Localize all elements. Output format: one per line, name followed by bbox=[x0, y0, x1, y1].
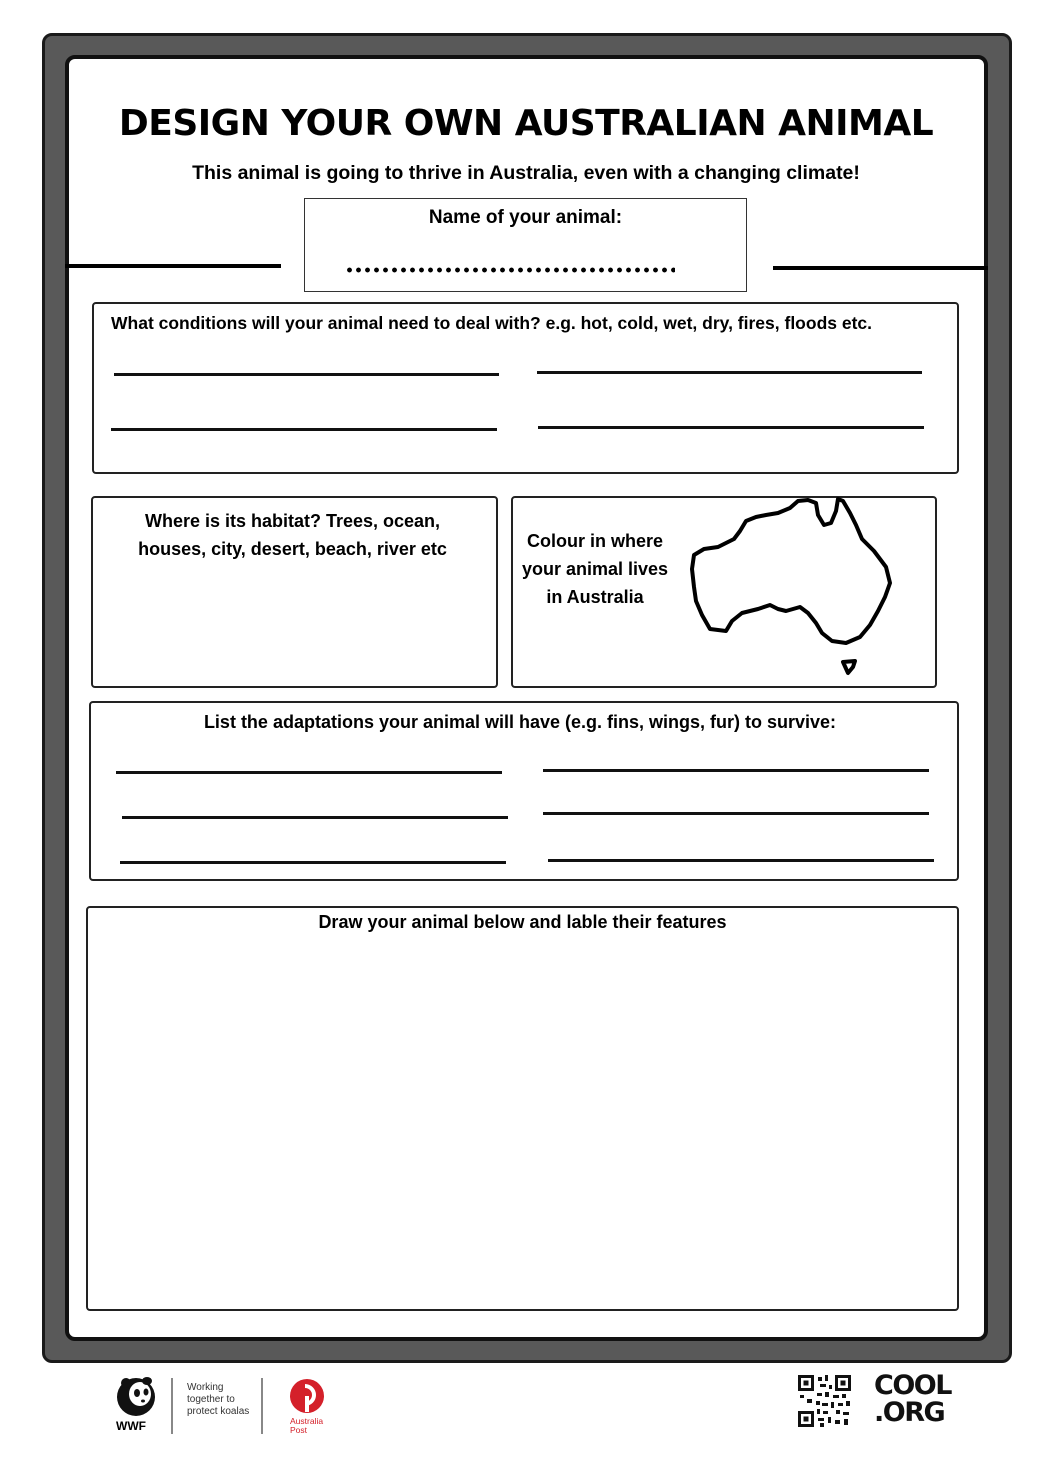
animal-name-box[interactable] bbox=[304, 198, 747, 292]
adaptations-line[interactable] bbox=[120, 861, 506, 864]
cool-org-bottom: .ORG bbox=[874, 1397, 945, 1428]
habitat-prompt: Where is its habitat? Trees, ocean, houses, city, desert, beach, river etc bbox=[138, 511, 447, 559]
conditions-line[interactable] bbox=[537, 371, 922, 374]
australia-post-logo-icon bbox=[289, 1378, 325, 1414]
conditions-line[interactable] bbox=[538, 426, 924, 429]
australia-post-label: Australia Post bbox=[290, 1416, 324, 1435]
australia-mainland-outline bbox=[692, 499, 890, 643]
footer-divider bbox=[261, 1378, 263, 1434]
drawing-box[interactable] bbox=[86, 906, 959, 1311]
drawing-prompt: Draw your animal below and lable their features bbox=[318, 912, 727, 932]
left-divider-line bbox=[65, 264, 281, 268]
animal-name-dotted-line[interactable] bbox=[345, 267, 675, 273]
footer-tagline: Working together to protect koalas bbox=[187, 1382, 250, 1417]
cool-org-logo-icon bbox=[874, 1372, 956, 1428]
conditions-line[interactable] bbox=[114, 373, 499, 376]
right-divider-line bbox=[773, 266, 988, 270]
adaptations-line[interactable] bbox=[543, 769, 929, 772]
panda-logo-icon bbox=[114, 1375, 158, 1417]
footer-divider bbox=[171, 1378, 173, 1434]
page-subtitle: This animal is going to thrive in Australia, even with a changing climate! bbox=[192, 162, 860, 184]
qr-code-icon bbox=[798, 1375, 851, 1427]
conditions-prompt: What conditions will your animal need to deal with? e.g. hot, cold, wet, dry, fires, floods etc. bbox=[111, 313, 873, 333]
adaptations-line[interactable] bbox=[543, 812, 929, 815]
adaptations-prompt: List the adaptations your animal will have (e.g. fins, wings, fur) to survive: bbox=[203, 712, 837, 732]
adaptations-line[interactable] bbox=[122, 816, 508, 819]
conditions-line[interactable] bbox=[111, 428, 497, 431]
tasmania-outline bbox=[843, 661, 855, 673]
adaptations-line[interactable] bbox=[548, 859, 934, 862]
map-prompt: Colour in where your animal lives in Australia bbox=[521, 531, 669, 607]
cool-org-top: COOL bbox=[874, 1370, 951, 1401]
animal-name-label: Name of your animal: bbox=[428, 207, 623, 228]
adaptations-line[interactable] bbox=[116, 771, 502, 774]
wwf-label: WWF bbox=[116, 1419, 146, 1433]
page-title: DESIGN YOUR OWN AUSTRALIAN ANIMAL bbox=[118, 103, 934, 144]
australia-map[interactable] bbox=[688, 495, 898, 677]
